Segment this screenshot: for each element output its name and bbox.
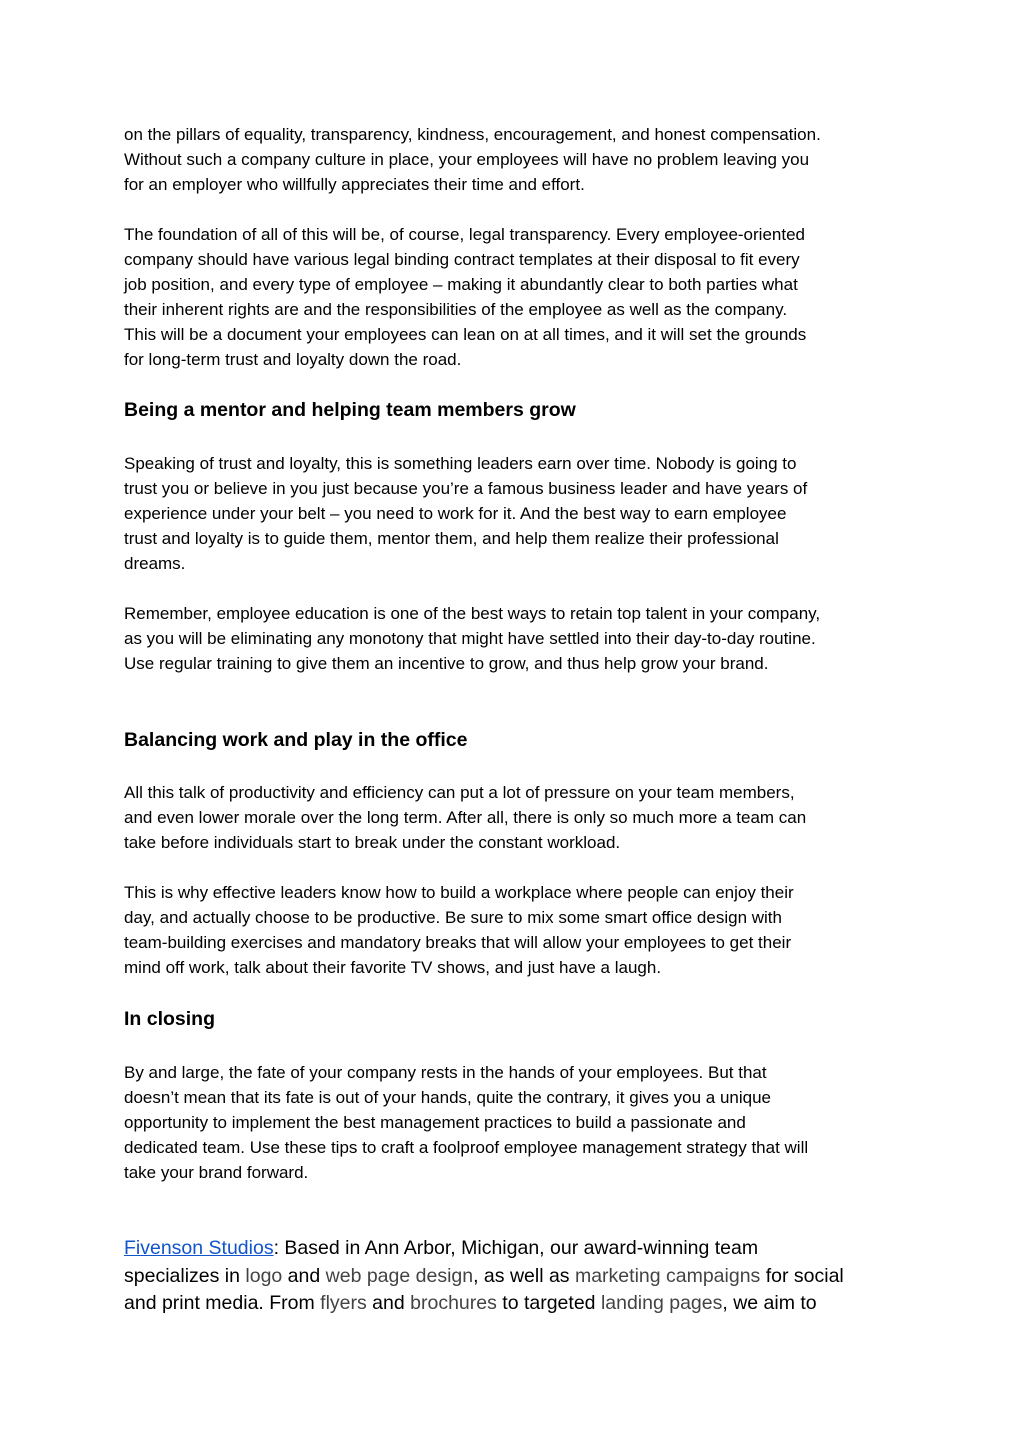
bio-text: for social bbox=[760, 1264, 844, 1287]
text-line: This is why effective leaders know how to build a workplace where people can enjoy their bbox=[124, 883, 794, 902]
text-line: Speaking of trust and loyalty, this is something leaders earn over time. Nobody is going to bbox=[124, 454, 797, 473]
bio-line bbox=[124, 1235, 914, 1263]
text-line: and even lower morale over the long term. After all, there is only so much more a team can bbox=[124, 808, 807, 827]
keyword-marketing-campaigns: marketing campaigns bbox=[574, 1264, 761, 1287]
paragraph-closing bbox=[124, 1060, 914, 1185]
bio-text: to targeted bbox=[496, 1292, 601, 1314]
text-line: Use regular training to give them an incentive to grow, and thus help grow your brand. bbox=[124, 654, 769, 673]
text-line: for long-term trust and loyalty down the road. bbox=[124, 350, 462, 369]
text-line: dedicated team. Use these tips to craft a foolproof employee management strategy that will bbox=[124, 1138, 809, 1157]
text-line: job position, and every type of employee – making it abundantly clear to both parties what bbox=[124, 275, 798, 294]
text-line: The foundation of all of this will be, of course, legal transparency. Every employee-oriented bbox=[124, 225, 805, 244]
paragraph-legal-transparency bbox=[124, 222, 914, 372]
keyword-landing-pages: landing pages bbox=[600, 1292, 723, 1314]
text-line: This will be a document your employees can lean on at all times, and it will set the grounds bbox=[124, 325, 807, 344]
keyword-brochures: brochures bbox=[410, 1292, 497, 1314]
text-line: All this talk of productivity and efficiency can put a lot of pressure on your team members, bbox=[124, 783, 795, 802]
text-line: their inherent rights are and the responsibilities of the employee as well as the company. bbox=[124, 300, 788, 319]
text-line: Without such a company culture in place, your employees will have no problem leaving you bbox=[124, 150, 810, 169]
paragraph-productivity-pressure bbox=[124, 780, 914, 855]
text-line: trust and loyalty is to guide them, mentor them, and help them realize their professional bbox=[124, 529, 779, 548]
section-heading-in-closing: In closing bbox=[124, 1008, 216, 1030]
paragraph-effective-leaders bbox=[124, 880, 914, 980]
keyword-logo: logo bbox=[245, 1264, 283, 1287]
bio-text: and print media. From bbox=[124, 1292, 321, 1314]
text-line: company should have various legal binding contract templates at their disposal to fit every bbox=[124, 250, 800, 269]
bio-text: specializes in bbox=[124, 1264, 246, 1287]
text-line: doesn’t mean that its fate is out of your hands, quite the contrary, it gives you a unique bbox=[124, 1088, 772, 1107]
bio-line bbox=[124, 1290, 914, 1318]
bio-text: : Based in Ann Arbor, Michigan, our award-winning team bbox=[273, 1237, 759, 1259]
section-heading-work-play: Balancing work and play in the office bbox=[124, 729, 468, 751]
bio-text: , we aim to bbox=[722, 1292, 817, 1314]
text-line: trust you or believe in you just because you’re a famous business leader and have years of bbox=[124, 479, 808, 498]
paragraph-trust-loyalty bbox=[124, 451, 914, 576]
keyword-web-page-design: web page design bbox=[325, 1264, 474, 1287]
text-line: dreams. bbox=[124, 554, 186, 573]
text-line: for an employer who willfully appreciates their time and effort. bbox=[124, 175, 585, 194]
text-line: experience under your belt – you need to work for it. And the best way to earn employee bbox=[124, 504, 787, 523]
text-line: Remember, employee education is one of the best ways to retain top talent in your company, bbox=[124, 604, 821, 623]
text-line: team-building exercises and mandatory breaks that will allow your employees to get their bbox=[124, 933, 792, 952]
paragraph-company-culture bbox=[124, 122, 914, 197]
text-line: By and large, the fate of your company rests in the hands of your employees. But that bbox=[124, 1063, 767, 1082]
bio-text: , as well as bbox=[473, 1264, 575, 1287]
bio-line bbox=[124, 1263, 914, 1291]
text-line: day, and actually choose to be productive. Be sure to mix some smart office design with bbox=[124, 908, 782, 927]
text-line: on the pillars of equality, transparency, kindness, encouragement, and honest compensation. bbox=[124, 125, 821, 144]
text-line: opportunity to implement the best management practices to build a passionate and bbox=[124, 1113, 746, 1132]
text-line: mind off work, talk about their favorite TV shows, and just have a laugh. bbox=[124, 958, 662, 977]
text-line: as you will be eliminating any monotony that might have settled into their day-to-day routine. bbox=[124, 629, 816, 648]
text-line: take your brand forward. bbox=[124, 1163, 309, 1182]
paragraph-employee-education bbox=[124, 601, 914, 676]
text-line: take before individuals start to break under the constant workload. bbox=[124, 833, 621, 852]
fivenson-studios-link[interactable]: Fivenson Studios bbox=[124, 1237, 274, 1259]
author-bio bbox=[124, 1235, 914, 1318]
bio-text: and bbox=[366, 1292, 411, 1314]
keyword-flyers: flyers bbox=[320, 1292, 367, 1314]
section-heading-mentor: Being a mentor and helping team members grow bbox=[124, 399, 576, 421]
bio-text: and bbox=[282, 1264, 326, 1287]
